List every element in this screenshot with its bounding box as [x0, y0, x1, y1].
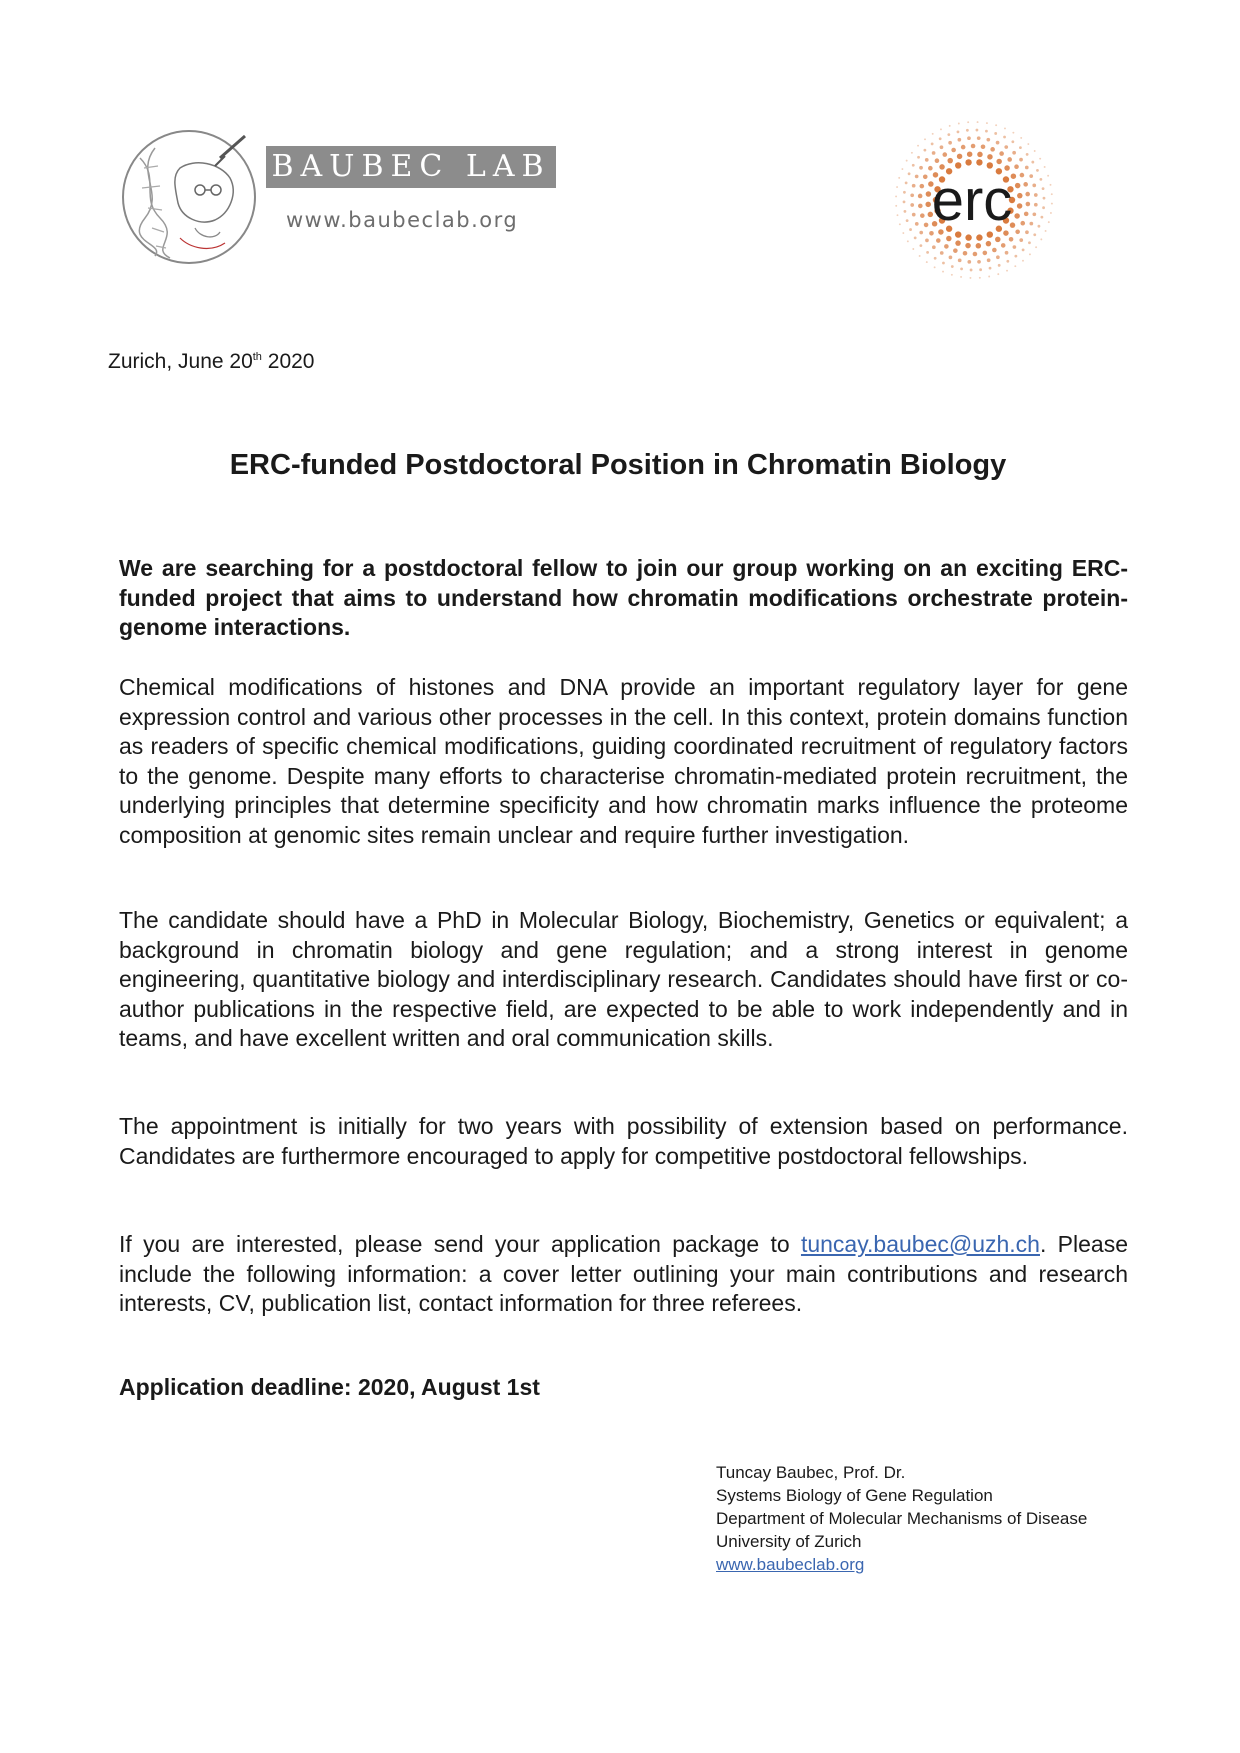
erc-dot — [963, 251, 968, 256]
erc-dot — [988, 276, 990, 278]
erc-dot — [1015, 183, 1021, 189]
erc-dot — [976, 159, 982, 165]
intro-paragraph: We are searching for a postdoctoral fellow to join our group working on an exciting ERC-funded project that aims to understand how chromatin modifications orchestrate protein-genome interactions. — [119, 555, 1128, 640]
erc-dot — [920, 184, 925, 189]
erc-dot — [940, 128, 942, 130]
erc-dot — [973, 252, 978, 257]
erc-dot — [1011, 140, 1014, 143]
erc-dot — [895, 205, 897, 207]
erc-dot — [934, 257, 937, 260]
erc-dot — [1039, 158, 1041, 160]
erc-dot — [1040, 238, 1042, 240]
erc-dot — [919, 244, 922, 247]
erc-dot — [1019, 158, 1023, 162]
erc-dot — [907, 240, 909, 242]
erc-dot — [992, 248, 997, 253]
erc-dot — [915, 222, 919, 226]
erc-dot — [976, 234, 982, 240]
erc-dot — [977, 136, 981, 140]
erc-dot — [1019, 146, 1022, 149]
erc-dot — [995, 237, 1001, 243]
erc-dot — [902, 232, 904, 234]
erc-dot — [1033, 233, 1036, 236]
erc-dot — [979, 268, 982, 271]
erc-dot — [987, 258, 991, 262]
erc-dot — [919, 255, 921, 257]
erc-dot — [946, 236, 952, 242]
appointment-paragraph: The appointment is initially for two years with possibility of extension based on performance. Candidates are furthermore encouraged to apply for competitive postdoctoral fellowships. — [119, 1113, 1128, 1169]
erc-dot — [918, 204, 923, 209]
erc-dot — [924, 223, 929, 228]
erc-dot — [925, 239, 929, 243]
erc-dot — [948, 141, 952, 145]
erc-dot — [979, 277, 981, 279]
erc-dot — [983, 251, 988, 256]
erc-dot — [998, 264, 1001, 267]
erc-dot — [903, 191, 906, 194]
erc-dot — [985, 130, 988, 133]
erc-dot — [939, 137, 942, 140]
erc-dot — [958, 258, 962, 262]
erc-dot — [1042, 187, 1045, 190]
erc-dot — [942, 271, 944, 273]
erc-dot — [977, 260, 981, 264]
erc-dot — [989, 267, 992, 270]
erc-dot — [925, 158, 929, 162]
erc-dot — [919, 231, 923, 235]
signature-university: University of Zurich — [716, 1532, 862, 1551]
erc-logo-text: erc — [931, 168, 1013, 233]
erc-dot — [1029, 174, 1033, 178]
research-paragraph: Chemical modifications of histones and DNA provide an important regulatory layer for gene expression control and various other processes in the cell. In this context, protein domains function as readers of specific chemical modifications, guiding coordinated recruitment of regulatory factors to the genome. Despite many efforts to characterise chromatin-mediated protein recruitment, the underlying principles that determine specificity and how chromatin marks influence the proteome composition at genomic sites remain unclear and require further investigation. — [119, 674, 1128, 848]
erc-dot — [917, 145, 919, 147]
erc-dot — [965, 234, 971, 240]
erc-dot — [912, 213, 916, 217]
erc-dot — [932, 245, 936, 249]
erc-dot — [967, 121, 969, 123]
erc-dot — [995, 124, 997, 126]
erc-dot — [999, 151, 1004, 156]
page-title: ERC-funded Postdoctoral Position in Chromatin Biology — [229, 449, 1007, 481]
erc-dot — [920, 213, 925, 218]
erc-dot — [1044, 166, 1046, 168]
erc-dot — [915, 175, 919, 179]
erc-dot — [912, 248, 914, 250]
erc-dot — [925, 202, 931, 208]
erc-dot — [1035, 246, 1037, 248]
erc-dot — [987, 154, 993, 160]
erc-dot — [957, 154, 963, 160]
erc-dot — [1015, 230, 1020, 235]
erc-dot — [1027, 143, 1029, 145]
erc-dot — [923, 174, 928, 179]
erc-dot — [1006, 260, 1009, 263]
erc-dot — [908, 172, 911, 175]
erc-dot — [1006, 270, 1008, 272]
signature-block — [716, 1461, 1087, 1576]
erc-dot — [965, 159, 971, 165]
erc-dot — [947, 133, 950, 136]
erc-dot — [917, 156, 920, 159]
erc-dot — [1050, 184, 1052, 186]
erc-dot — [957, 130, 960, 133]
erc-dot — [958, 123, 960, 125]
erc-dot — [996, 255, 1000, 259]
erc-dot — [955, 240, 961, 246]
erc-dot — [951, 265, 954, 268]
erc-dot — [986, 138, 990, 142]
erc-dot — [918, 194, 923, 199]
erc-dot — [897, 214, 899, 216]
erc-dot — [1042, 206, 1045, 209]
erc-dot — [932, 151, 936, 155]
erc-dot — [1005, 251, 1009, 255]
erc-dot — [1038, 225, 1041, 228]
erc-dot — [969, 277, 971, 279]
erc-dot — [1022, 260, 1024, 262]
erc-dot — [1012, 151, 1016, 155]
erc-dot — [1039, 178, 1042, 181]
erc-dot — [1017, 203, 1023, 209]
erc-dot — [912, 164, 915, 167]
erc-dot — [896, 186, 898, 188]
erc-dot — [951, 274, 953, 276]
erc-dot — [1022, 248, 1025, 251]
erc-dot — [958, 138, 962, 142]
application-deadline: Application deadline: 2020, August 1st — [119, 1374, 540, 1400]
erc-dot — [1014, 164, 1019, 169]
erc-dot — [970, 269, 973, 272]
erc-dot — [1014, 213, 1020, 219]
erc-dot — [899, 223, 901, 225]
erc-dot — [1045, 230, 1047, 232]
erc-dot — [940, 145, 944, 149]
erc-dot — [935, 158, 940, 163]
requirements-paragraph: The candidate should have a PhD in Molecular Biology, Biochemistry, Genetics or equivalent; a background in chromatin biology and gene regulation; and a strong interest in genome engineering, quantitative biology and interdisciplinary research. Candidates should have first or co-author publications in the respective field, are expected to be able to work independently and in teams, and have excellent written and oral communication skills. — [119, 907, 1128, 1051]
erc-dot — [976, 243, 982, 249]
contact-email-link[interactable]: tuncay.baubec@uzh.ch — [800, 1231, 1040, 1257]
erc-dot — [1014, 265, 1016, 267]
dna-sketch-icon — [120, 128, 258, 266]
erc-dot — [926, 251, 929, 254]
erc-dot — [944, 244, 949, 249]
erc-dot — [977, 152, 983, 158]
erc-dot — [934, 266, 936, 268]
erc-dot — [919, 166, 923, 170]
lab-website-link[interactable]: www.baubeclab.org — [716, 1555, 865, 1574]
erc-dot — [1034, 150, 1036, 152]
erc-dot — [903, 200, 906, 203]
erc-dot — [1043, 197, 1046, 200]
baubec-lab-wordmark: BAUBEC LAB — [266, 146, 556, 188]
erc-dot — [953, 248, 958, 253]
erc-dot — [960, 276, 962, 278]
application-paragraph: If you are interested, please send your application package to tuncay.baubec@uzh.ch. Please include the following information: a cover letter outlining your main contributions and research interests, CV, publication list, contact information for three referees. — [119, 1231, 1128, 1316]
signature-name: Tuncay Baubec, Prof. Dr. — [716, 1463, 906, 1482]
erc-dot — [977, 121, 979, 123]
erc-dot — [986, 241, 992, 247]
erc-dot — [1020, 173, 1025, 178]
erc-dot — [1029, 253, 1031, 255]
erc-dot — [996, 141, 1000, 145]
baubec-lab-logo-url: www.baubeclab.org — [286, 208, 519, 232]
erc-dot — [910, 203, 914, 207]
erc-dot — [895, 195, 897, 197]
erc-dot — [967, 260, 971, 264]
erc-dot — [961, 145, 966, 150]
erc-dot — [1004, 127, 1006, 129]
signature-group: Systems Biology of Gene Regulation — [716, 1486, 993, 1505]
erc-dot — [923, 149, 926, 152]
erc-dot — [926, 191, 932, 197]
erc-dot — [1025, 166, 1029, 170]
erc-dot — [1032, 212, 1036, 216]
erc-dot — [914, 237, 917, 240]
erc-logo — [894, 120, 1054, 280]
erc-dot — [967, 136, 971, 140]
erc-dot — [997, 273, 999, 275]
erc-dot — [940, 251, 944, 255]
erc-dot — [1026, 202, 1031, 207]
erc-dot — [949, 255, 953, 259]
erc-dot — [1031, 161, 1034, 164]
erc-dot — [1012, 132, 1014, 134]
erc-dot — [1051, 203, 1053, 205]
erc-dot — [1026, 153, 1029, 156]
erc-dot — [947, 158, 953, 164]
erc-dot — [909, 228, 912, 231]
erc-dot — [1017, 193, 1023, 199]
erc-dot — [932, 133, 934, 135]
erc-dot — [986, 122, 988, 124]
erc-dot — [942, 152, 947, 157]
erc-dot — [912, 184, 916, 188]
erc-dot — [996, 159, 1002, 165]
erc-dot — [924, 138, 926, 140]
erc-dot — [971, 144, 976, 149]
erc-dot — [981, 144, 986, 149]
erc-dot — [976, 129, 979, 132]
erc-dot — [1003, 136, 1006, 139]
signature-department: Department of Molecular Mechanisms of Disease — [716, 1509, 1088, 1528]
erc-dot — [1023, 182, 1028, 187]
erc-dot — [1040, 216, 1043, 219]
erc-dot — [1048, 221, 1050, 223]
erc-dot — [949, 125, 951, 127]
erc-dot — [906, 160, 908, 162]
erc-dot — [1050, 212, 1052, 214]
erc-dot — [1007, 157, 1012, 162]
erc-dot — [1020, 221, 1025, 226]
erc-dot — [1034, 193, 1038, 197]
erc-dot — [966, 129, 969, 132]
erc-dot — [904, 210, 907, 213]
erc-dot — [926, 261, 928, 263]
erc-dot — [1029, 222, 1033, 226]
erc-dot — [1014, 255, 1017, 258]
erc-dot — [1034, 203, 1038, 207]
erc-dot — [967, 151, 973, 157]
letter-date: Zurich, June 20th 2020 — [108, 350, 315, 373]
erc-dot — [931, 143, 934, 146]
erc-dot — [1032, 184, 1036, 188]
erc-dot — [905, 182, 908, 185]
erc-dot — [901, 168, 903, 170]
baubec-lab-logo — [120, 128, 560, 268]
erc-dot — [1028, 241, 1031, 244]
erc-dot — [911, 152, 913, 154]
erc-dot — [1047, 175, 1049, 177]
erc-dot — [906, 219, 909, 222]
erc-dot — [1013, 245, 1017, 249]
erc-dot — [951, 148, 956, 153]
erc-dot — [1020, 137, 1022, 139]
erc-dot — [942, 262, 945, 265]
erc-dot — [1001, 243, 1006, 248]
erc-dot — [1009, 237, 1014, 242]
erc-dot — [1004, 145, 1008, 149]
erc-dot — [910, 193, 914, 197]
erc-dot — [1025, 230, 1029, 234]
erc-dot — [1025, 192, 1030, 197]
erc-dot — [960, 267, 963, 270]
erc-dot — [994, 132, 997, 135]
erc-dot — [965, 243, 971, 249]
erc-dot — [1024, 212, 1029, 217]
erc-dot — [990, 147, 995, 152]
erc-dot — [1051, 193, 1053, 195]
erc-dot — [898, 177, 900, 179]
erc-dot — [1036, 169, 1039, 172]
erc-dot — [936, 238, 941, 243]
erc-dot — [1019, 238, 1023, 242]
